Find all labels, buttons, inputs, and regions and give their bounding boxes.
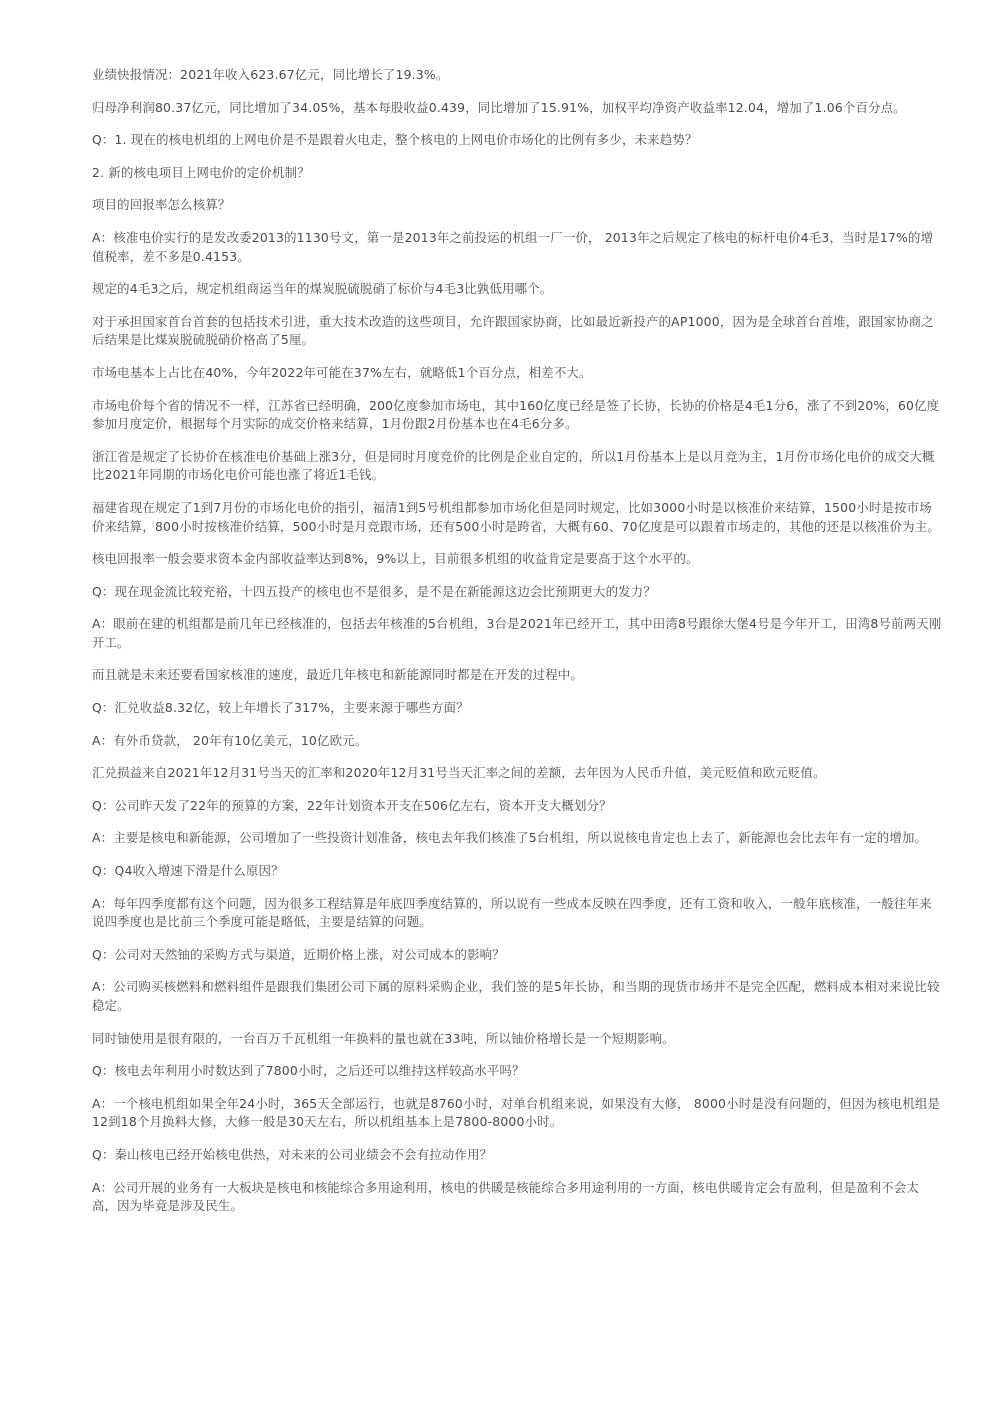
paragraph: A：一个核电机组如果全年24小时，365天全部运行，也就是8760小时，对单台机组来说，如果没有大修， 8000小时是没有问题的，但因为核电机组是12到18个月换料大修，大修一般是30天左右，所以机组基本上是7800-8000小时。 <box>92 1095 941 1130</box>
paragraph: Q：核电去年利用小时数达到了7800小时，之后还可以维持这样较高水平吗？ <box>92 1063 525 1079</box>
paragraph: 核电回报率一般会要求资本金内部收益率达到8%，9%以上，目前很多机组的收益肯定是要高于这个水平的。 <box>92 551 699 567</box>
paragraph: Q：公司对天然铀的采购方式与渠道，近期价格上涨，对公司成本的影响？ <box>92 946 505 962</box>
paragraph: 2. 新的核电项目上网电价的定价机制？ <box>92 164 310 180</box>
paragraph: 同时铀使用是很有限的，一台百万千瓦机组一年换料的量也就在33吨，所以铀价格增长是一个短期影响。 <box>92 1030 675 1046</box>
paragraph: 浙江省是规定了长协价在核准电价基础上涨3分，但是同时月度竞价的比例是企业自定的，所以1月份基本上是以月竞为主，1月份市场化电价的成交大概比2021年同期的市场化电价可能也涨了将近1毛钱。 <box>92 448 935 483</box>
paragraph: 市场电基本上占比在40%，今年2022年可能在37%左右，就略低1个百分点，相差不大。 <box>92 364 592 380</box>
paragraph: 对于承担国家首台首套的包括技术引进，重大技术改造的这些项目，允许跟国家协商，比如最近新投产的AP1000，因为是全球首台首堆，跟国家协商之后结果是比煤炭脱硫脱硝价格高了5厘。 <box>92 313 934 348</box>
paragraph: 规定的4毛3之后，规定机组商运当年的煤炭脱硫脱硝了标价与4毛3比孰低用哪个。 <box>92 281 553 297</box>
paragraph: Q：Q4收入增速下滑是什么原因？ <box>92 863 284 879</box>
paragraph: Q：公司昨天发了22年的预算的方案，22年计划资本开支在506亿左右，资本开支大概划分？ <box>92 797 612 813</box>
paragraph: 福建省现在规定了1到7月份的市场化电价的指引，福清1到5号机组都参加市场化但是同时规定，比如3000小时是以核准价来结算，1500小时是按市场价来结算，800小时按核准价结算，500小时是月竞跟市场，还有500小时是跨省，大概有60、70亿度是可以跟着市场走的，其他的还是以核准价为主。 <box>92 499 940 534</box>
paragraph: A：每年四季度都有这个问题，因为很多工程结算是年底四季度结算的，所以说有一些成本反映在四季度，还有工资和收入，一般年底核准，一般往年来说四季度也是比前三个季度可能是略低，主要是结算的问题。 <box>92 895 932 930</box>
paragraph: Q：1. 现在的核电机组的上网电价是不是跟着火电走，整个核电的上网电价市场化的比例有多少，未来趋势？ <box>92 132 698 148</box>
paragraph: 市场电价每个省的情况不一样，江苏省已经明确，200亿度参加市场电，其中160亿度已经是签了长协，长协的价格是4毛1分6，涨了不到20%，60亿度参加月度定价，根据每个月实际的成交价格来结算，1月份跟2月份基本也在4毛6分多。 <box>92 397 940 432</box>
paragraph: 项目的回报率怎么核算？ <box>92 197 231 213</box>
paragraph: 归母净利润80.37亿元，同比增加了34.05%，基本每股收益0.439，同比增加了15.91%，加权平均净资产收益率12.04，增加了1.06个百分点。 <box>92 99 906 115</box>
paragraph: Q：汇兑收益8.32亿，较上年增长了317%，主要来源于哪些方面？ <box>92 700 469 716</box>
paragraph: A：公司开展的业务有一大板块是核电和核能综合多用途利用，核电的供暖是核能综合多用途利用的一方面，核电供暖肯定会有盈利，但是盈利不会太高，因为毕竟是涉及民生。 <box>92 1179 920 1214</box>
paragraph: A：公司购买核燃料和燃料组件是跟我们集团公司下属的原料采购企业，我们签的是5年长协，和当期的现货市场并不是完全匹配，燃料成本相对来说比较稳定。 <box>92 979 940 1013</box>
paragraph: 汇兑损益来自2021年12月31号当天的汇率和2020年12月31号当天汇率之间的差额，去年因为人民币升值，美元贬值和欧元贬值。 <box>92 765 826 781</box>
paragraph: 业绩快报情况：2021年收入623.67亿元，同比增长了19.3%。 <box>92 67 449 82</box>
paragraph: A：有外币贷款， 20年有10亿美元，10亿欧元。 <box>92 732 368 748</box>
paragraph: A：眼前在建的机组都是前几年已经核准的，包括去年核准的5台机组，3台是2021年已经开工，其中田湾8号跟徐大堡4号是今年开工，田湾8号前两天刚开工。 <box>92 616 942 650</box>
paragraph: Q：秦山核电已经开始核电供热，对未来的公司业绩会不会有拉动作用？ <box>92 1146 493 1162</box>
document-body <box>92 66 944 1230</box>
paragraph: 而且就是未来还要看国家核准的速度，最近几年核电和新能源同时都是在开发的过程中。 <box>92 667 584 683</box>
paragraph: Q：现在现金流比较充裕，十四五投产的核电也不是很多，是不是在新能源这边会比预期更大的发力？ <box>92 583 656 599</box>
paragraph: A：核准电价实行的是发改委2013的1130号文，第一是2013年之前投运的机组一厂一价， 2013年之后规定了核电的标杆电价4毛3，当时是17%的增值税率，差不多是0.4153。 <box>92 229 934 264</box>
paragraph: A：主要是核电和新能源，公司增加了一些投资计划准备，核电去年我们核准了5台机组，所以说核电肯定也上去了，新能源也会比去年有一定的增加。 <box>92 830 928 846</box>
